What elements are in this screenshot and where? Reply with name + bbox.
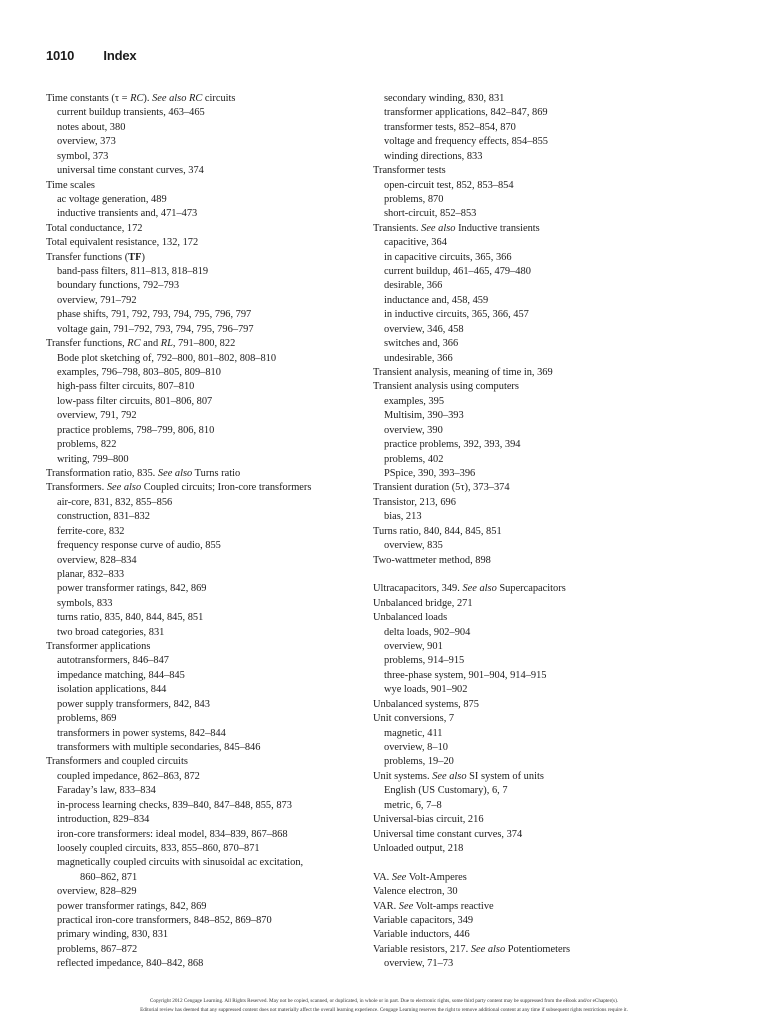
index-subentry: boundary functions, 792–793 bbox=[57, 280, 180, 292]
index-subentry: overview, 835 bbox=[384, 540, 443, 552]
index-entry bbox=[373, 900, 713, 914]
index-subentry: ac voltage generation, 489 bbox=[57, 193, 167, 205]
index-subentry: planar, 832–833 bbox=[57, 568, 125, 580]
index-subentry: 860–862, 871 bbox=[80, 871, 138, 883]
index-subentry: power transformer ratings, 842, 869 bbox=[57, 900, 207, 912]
index-entry bbox=[46, 337, 364, 351]
index-subentry: phase shifts, 791, 792, 793, 794, 795, 796, 797 bbox=[57, 309, 252, 321]
index-entry: Variable capacitors, 349 bbox=[373, 915, 474, 927]
index-subentry: practice problems, 392, 393, 394 bbox=[384, 439, 521, 451]
index-subentry: secondary winding, 830, 831 bbox=[384, 93, 505, 104]
index-subentry: turns ratio, 835, 840, 844, 845, 851 bbox=[57, 612, 204, 624]
index-subentry: switches and, 366 bbox=[384, 338, 459, 350]
entry-text-segment: and bbox=[140, 338, 161, 350]
index-entry: Transient duration (5τ), 373–374 bbox=[373, 482, 510, 494]
index-subentry: construction, 831–832 bbox=[57, 511, 150, 523]
index-subentry: magnetic, 411 bbox=[384, 727, 443, 739]
index-subentry: overview, 791, 792 bbox=[57, 410, 137, 422]
entry-text-segment: See also bbox=[462, 583, 497, 595]
index-entry: Unbalanced bridge, 271 bbox=[373, 597, 473, 609]
index-subentry: practical iron-core transformers, 848–852, 869–870 bbox=[57, 915, 272, 927]
index-subentry: examples, 796–798, 803–805, 809–810 bbox=[57, 367, 221, 379]
index-subentry: three-phase system, 901–904, 914–915 bbox=[384, 669, 547, 681]
index-subentry: English (US Customary), 6, 7 bbox=[384, 785, 508, 797]
entry-text-segment: ). bbox=[143, 93, 153, 104]
index-subentry: practice problems, 798–799, 806, 810 bbox=[57, 424, 215, 436]
index-subentry: overview, 901 bbox=[384, 641, 443, 653]
index-entry bbox=[373, 770, 713, 784]
index-subentry: universal time constant curves, 374 bbox=[57, 165, 204, 177]
index-subentry: overview, 390 bbox=[384, 424, 443, 436]
index-entry bbox=[373, 582, 713, 596]
entry-text-segment: Variable resistors, 217. bbox=[373, 943, 471, 955]
entry-text-segment: RC bbox=[127, 338, 141, 350]
index-subentry: open-circuit test, 852, 853–854 bbox=[384, 179, 514, 191]
index-subentry: transformer applications, 842–847, 869 bbox=[384, 107, 548, 119]
entry-text-segment: See also bbox=[157, 467, 193, 479]
index-subentry: transformers in power systems, 842–844 bbox=[57, 727, 226, 739]
page-number: 1010 bbox=[46, 48, 75, 63]
entry-text-segment: Volt-Amperes bbox=[406, 871, 467, 883]
index-subentry: power supply transformers, 842, 843 bbox=[57, 698, 210, 710]
copyright-footer bbox=[40, 997, 728, 1016]
index-subentry: problems, 869 bbox=[57, 713, 117, 725]
entry-text-segment: SI system of units bbox=[466, 770, 544, 782]
index-subentry: Faraday’s law, 833–834 bbox=[57, 785, 156, 797]
index-entry: Unbalanced loads bbox=[373, 612, 448, 624]
index-entry: Transient analysis, meaning of time in, 369 bbox=[373, 367, 553, 379]
index-entry bbox=[46, 251, 364, 265]
section-gap bbox=[373, 856, 713, 870]
index-subentry: desirable, 366 bbox=[384, 280, 443, 292]
entry-text-segment: Supercapacitors bbox=[496, 583, 566, 595]
index-subentry: overview, 828–834 bbox=[57, 554, 137, 566]
index-entry: Transformer tests bbox=[373, 165, 446, 177]
index-subentry: overview, 791–792 bbox=[57, 294, 137, 306]
index-column-right bbox=[373, 92, 713, 972]
page-header bbox=[46, 48, 136, 66]
entry-text-segment: Transformers. bbox=[46, 482, 107, 494]
index-subentry: wye loads, 901–902 bbox=[384, 684, 468, 696]
index-subentry: voltage and frequency effects, 854–855 bbox=[384, 136, 548, 148]
index-subentry: problems, 870 bbox=[384, 193, 444, 205]
index-subentry: Multisim, 390–393 bbox=[384, 410, 464, 422]
index-subentry: introduction, 829–834 bbox=[57, 814, 150, 826]
index-entry: Turns ratio, 840, 844, 845, 851 bbox=[373, 525, 502, 537]
entry-text-segment: Transfer functions, bbox=[46, 338, 128, 350]
index-subentry: magnetically coupled circuits with sinusoidal ac excitation, bbox=[57, 857, 304, 869]
index-subentry: writing, 799–800 bbox=[57, 453, 129, 465]
entry-text-segment: See also bbox=[152, 93, 187, 104]
entry-text-segment: See bbox=[398, 900, 414, 912]
index-subentry: primary winding, 830, 831 bbox=[57, 929, 169, 941]
index-subentry: overview, 828–829 bbox=[57, 886, 137, 898]
index-subentry: overview, 346, 458 bbox=[384, 323, 464, 335]
index-subentry: bias, 213 bbox=[384, 511, 422, 523]
entry-text-segment: See also bbox=[421, 222, 456, 234]
index-subentry: transformers with multiple secondaries, 845–846 bbox=[57, 741, 261, 753]
index-subentry: Bode plot sketching of, 792–800, 801–802, 808–810 bbox=[57, 352, 277, 364]
entry-text-segment: Transients. bbox=[373, 222, 422, 234]
index-subentry: symbols, 833 bbox=[57, 597, 113, 609]
index-subentry: loosely coupled circuits, 833, 855–860, 870–871 bbox=[57, 842, 260, 854]
index-entry: Transformer applications bbox=[46, 641, 151, 653]
index-subentry: PSpice, 390, 393–396 bbox=[384, 467, 476, 479]
index-column-left bbox=[46, 92, 364, 972]
index-subentry: current buildup transients, 463–465 bbox=[57, 107, 205, 119]
index-entry: Unbalanced systems, 875 bbox=[373, 698, 479, 710]
index-subentry: problems, 822 bbox=[57, 439, 117, 451]
index-entry bbox=[373, 222, 713, 236]
index-entry: Total conductance, 172 bbox=[46, 222, 143, 234]
entry-text-segment: Potentiometers bbox=[505, 943, 571, 955]
index-entry: Unit conversions, 7 bbox=[373, 713, 455, 725]
entry-text-segment: TF bbox=[128, 251, 142, 263]
index-subentry: two broad categories, 831 bbox=[57, 626, 165, 638]
entry-text-segment: See bbox=[391, 871, 407, 883]
entry-text-segment: Ultracapacitors, 349. bbox=[373, 583, 463, 595]
index-entry bbox=[46, 481, 364, 495]
index-entry: Transient analysis using computers bbox=[373, 381, 519, 393]
section-gap bbox=[373, 568, 713, 582]
index-subentry: iron-core transformers: ideal model, 834–839, 867–868 bbox=[57, 828, 288, 840]
index-subentry: winding directions, 833 bbox=[384, 150, 483, 162]
index-subentry: in capacitive circuits, 365, 366 bbox=[384, 251, 512, 263]
index-subentry: overview, 373 bbox=[57, 136, 116, 148]
index-subentry: ferrite-core, 832 bbox=[57, 525, 125, 537]
index-subentry: problems, 402 bbox=[384, 453, 444, 465]
index-entry bbox=[373, 871, 713, 885]
index-entry: Universal time constant curves, 374 bbox=[373, 828, 523, 840]
entry-text-segment: Unit systems. bbox=[373, 770, 433, 782]
index-subentry: metric, 6, 7–8 bbox=[384, 799, 442, 811]
index-subentry: in-process learning checks, 839–840, 847–848, 855, 873 bbox=[57, 799, 292, 811]
index-entry: Valence electron, 30 bbox=[373, 886, 458, 898]
entry-text-segment: RL bbox=[160, 338, 173, 350]
entry-text-segment: Volt-amps reactive bbox=[413, 900, 494, 912]
index-subentry: voltage gain, 791–792, 793, 794, 795, 796–797 bbox=[57, 323, 254, 335]
index-subentry: isolation applications, 844 bbox=[57, 684, 167, 696]
index-entry: Time scales bbox=[46, 179, 95, 191]
section-title: Index bbox=[103, 48, 137, 63]
index-subentry: current buildup, 461–465, 479–480 bbox=[384, 266, 531, 278]
entry-text-segment: ) bbox=[141, 251, 145, 263]
entry-text-segment: Coupled circuits; Iron-core transformers bbox=[141, 482, 312, 494]
index-subentry: overview, 8–10 bbox=[384, 741, 448, 753]
index-entry: Transformers and coupled circuits bbox=[46, 756, 188, 768]
index-entry bbox=[46, 467, 364, 481]
entry-text-segment: circuits bbox=[202, 93, 236, 104]
index-entry: Variable inductors, 446 bbox=[373, 929, 470, 941]
index-entry: Unloaded output, 218 bbox=[373, 842, 464, 854]
index-subentry: capacitive, 364 bbox=[384, 237, 447, 249]
index-entry: Universal-bias circuit, 216 bbox=[373, 814, 484, 826]
copyright-line-2: Editorial review has deemed that any suppressed content does not materially affect the overall learning experience. Cengage Learning reserves the right to remove additional content at any time if subsequent rights restrictions require it. bbox=[140, 1007, 628, 1014]
index-subentry: overview, 71–73 bbox=[384, 958, 454, 970]
index-entry bbox=[46, 92, 364, 106]
index-subentry: problems, 19–20 bbox=[384, 756, 454, 768]
index-subentry: low-pass filter circuits, 801–806, 807 bbox=[57, 395, 213, 407]
entry-text-segment: RC bbox=[130, 93, 144, 104]
entry-text-segment: VA. bbox=[373, 871, 392, 883]
copyright-line-1: Copyright 2012 Cengage Learning. All Rights Reserved. May not be copied, scanned, or duplicated, in whole or in part. Due to electronic rights, some third party content may be suppressed from the eBook and/or eChapter(s). bbox=[149, 998, 619, 1004]
index-subentry: problems, 867–872 bbox=[57, 943, 138, 955]
entry-text-segment: See also bbox=[106, 482, 142, 494]
index-entry: Total equivalent resistance, 132, 172 bbox=[46, 237, 199, 249]
index-entry: Two-wattmeter method, 898 bbox=[373, 554, 491, 566]
index-subentry: examples, 395 bbox=[384, 395, 445, 407]
index-subentry: band-pass filters, 811–813, 818–819 bbox=[57, 266, 209, 278]
entry-text-segment: , 791–800, 822 bbox=[172, 338, 236, 350]
index-subentry: short-circuit, 852–853 bbox=[384, 208, 477, 220]
entry-text-segment: RC bbox=[189, 93, 203, 104]
index-subentry: delta loads, 902–904 bbox=[384, 626, 471, 638]
entry-text-segment: Transformation ratio, 835. bbox=[46, 467, 158, 479]
index-subentry: frequency response curve of audio, 855 bbox=[57, 540, 221, 552]
entry-text-segment: See also bbox=[470, 943, 506, 955]
index-subentry: inductive transients and, 471–473 bbox=[57, 208, 198, 220]
index-subentry: transformer tests, 852–854, 870 bbox=[384, 121, 516, 133]
index-subentry: notes about, 380 bbox=[57, 121, 126, 133]
index-subentry: reflected impedance, 840–842, 868 bbox=[57, 958, 204, 970]
index-subentry: symbol, 373 bbox=[57, 150, 109, 162]
index-subentry: power transformer ratings, 842, 869 bbox=[57, 583, 207, 595]
index-subentry: inductance and, 458, 459 bbox=[384, 294, 489, 306]
index-subentry: autotransformers, 846–847 bbox=[57, 655, 169, 667]
index-subentry: air-core, 831, 832, 855–856 bbox=[57, 496, 173, 508]
index-subentry: problems, 914–915 bbox=[384, 655, 465, 667]
index-subentry: high-pass filter circuits, 807–810 bbox=[57, 381, 195, 393]
index-subentry: undesirable, 366 bbox=[384, 352, 453, 364]
index-subentry: in inductive circuits, 365, 366, 457 bbox=[384, 309, 529, 321]
index-subentry: coupled impedance, 862–863, 872 bbox=[57, 770, 200, 782]
entry-text-segment: Time constants (τ = bbox=[46, 93, 131, 104]
entry-text-segment: Transfer functions ( bbox=[46, 251, 129, 263]
index-entry bbox=[373, 943, 713, 957]
index-entry: Transistor, 213, 696 bbox=[373, 496, 456, 508]
entry-text-segment: VAR. bbox=[373, 900, 399, 912]
entry-text-segment: See also bbox=[432, 770, 467, 782]
entry-text-segment: Inductive transients bbox=[455, 222, 540, 234]
entry-text-segment: Turns ratio bbox=[192, 467, 241, 479]
index-subentry: impedance matching, 844–845 bbox=[57, 669, 185, 681]
